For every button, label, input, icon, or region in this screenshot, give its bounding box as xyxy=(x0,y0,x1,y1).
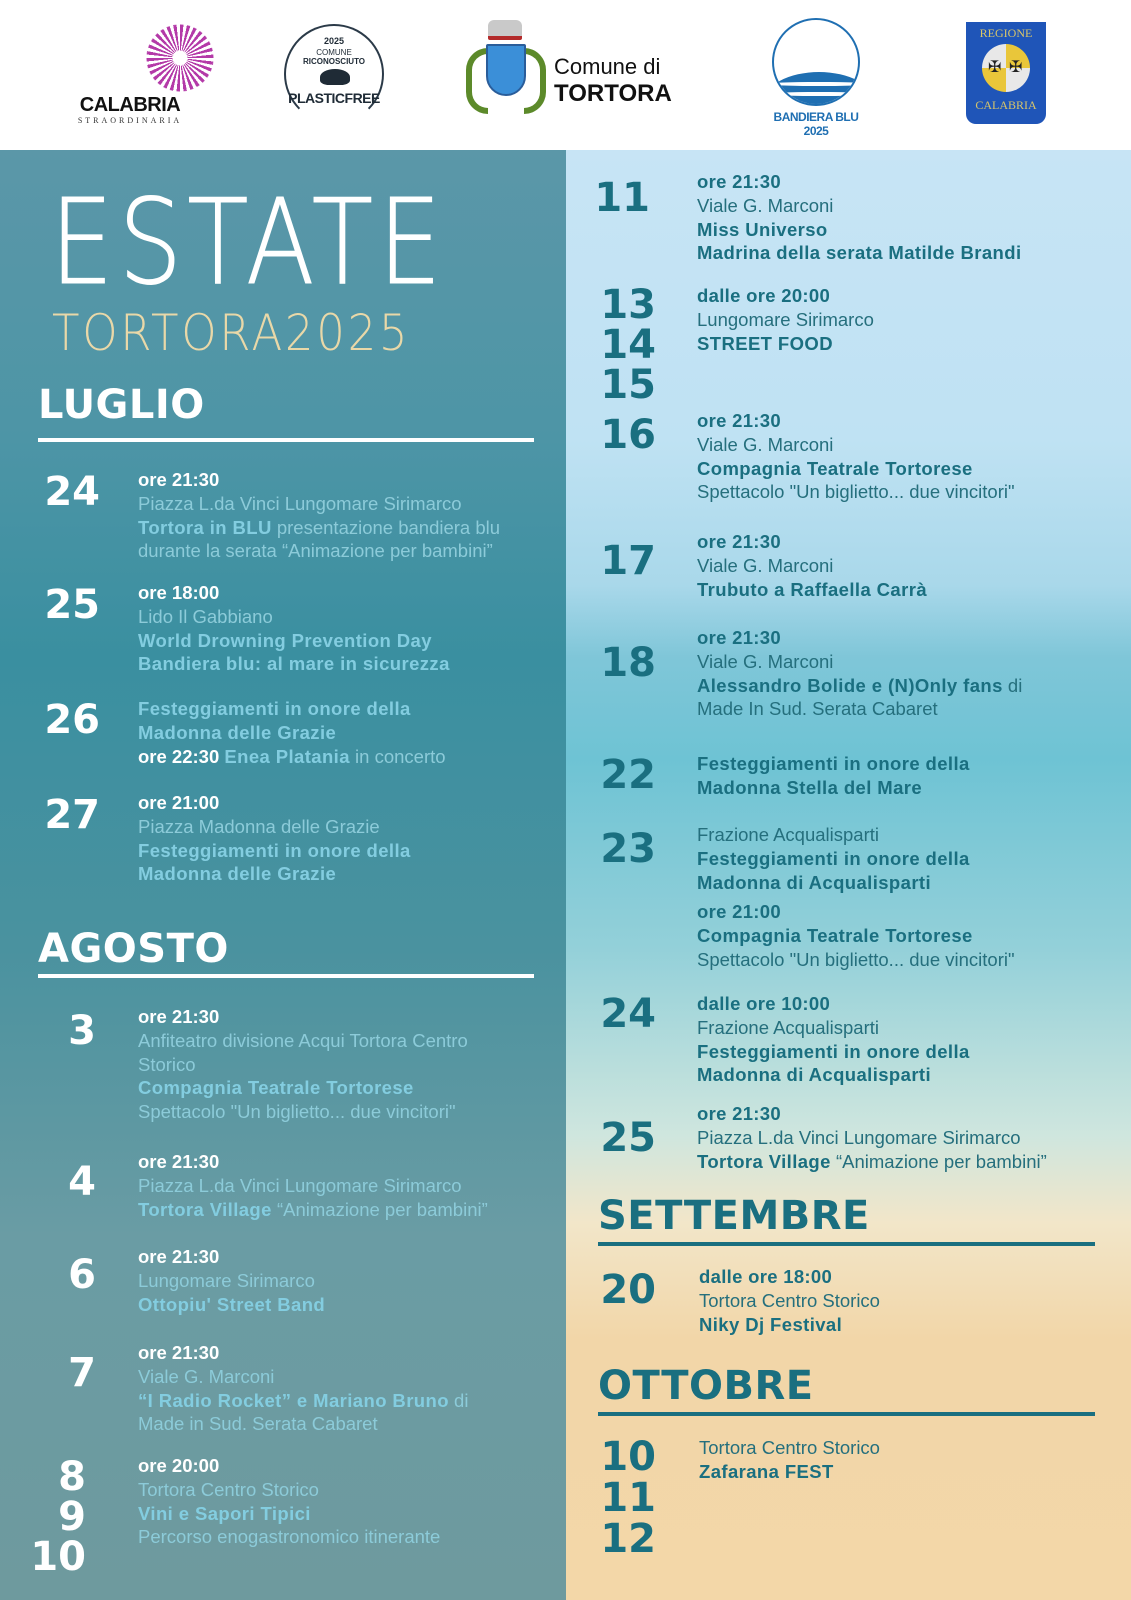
event-time: ore 21:30 xyxy=(138,1246,220,1267)
event-place: Frazione Acqualisparti xyxy=(697,824,880,845)
bandiera-blu-logo xyxy=(768,18,864,138)
crown-icon xyxy=(488,20,522,40)
event-title: Madrina della serata Matilde Brandi xyxy=(697,242,1022,264)
cross-icon: ✠ xyxy=(1009,59,1023,76)
page-title: ESTATE xyxy=(50,173,447,311)
event-title: Festeggiamenti in onore della xyxy=(697,847,970,869)
plasticfree-line2: RICONOSCIUTO xyxy=(302,57,366,66)
event-time: ore 21:30 xyxy=(697,410,781,431)
event-place: Tortora Centro Storico xyxy=(699,1289,880,1311)
event-description: Spettacolo "Un biglietto... due vincitori" xyxy=(697,481,1015,503)
sunburst-icon xyxy=(146,24,214,92)
event-day: 22 xyxy=(600,752,656,798)
event-place: Lungomare Sirimarco xyxy=(697,308,874,330)
event-day: 11 xyxy=(600,1475,656,1521)
event-time: ore 21:30 xyxy=(697,1103,781,1124)
regione-calabria-logo xyxy=(966,22,1046,124)
laurel-left-icon xyxy=(466,48,488,114)
event-place: Storico xyxy=(138,1053,196,1075)
event-day: 9 xyxy=(58,1494,86,1540)
month-divider xyxy=(38,438,534,442)
calabria-straordinaria-logo xyxy=(70,24,190,129)
month-heading-ottobre: OTTOBRE xyxy=(598,1363,814,1409)
event-time: dalle ore 18:00 xyxy=(699,1266,833,1287)
month-heading-agosto: AGOSTO xyxy=(38,926,229,972)
event-day: 25 xyxy=(600,1115,656,1161)
event-place: Tortora Centro Storico xyxy=(699,1437,880,1458)
month-heading-luglio: LUGLIO xyxy=(38,382,205,428)
event-description: Percorso enogastronomico itinerante xyxy=(138,1526,441,1548)
event-time: ore 21:30 xyxy=(697,531,781,552)
event-day: 24 xyxy=(44,469,100,515)
event-description: Made In Sud. Serata Cabaret xyxy=(697,698,938,720)
event-title: Vini e Sapori Tipici xyxy=(138,1502,311,1524)
event-title: Trubuto a Raffaella Carrà xyxy=(697,578,928,600)
event-day: 24 xyxy=(600,991,656,1037)
event-title: Festeggiamenti in onore della xyxy=(138,839,411,861)
event-day: 25 xyxy=(44,582,100,628)
event-time: dalle ore 10:00 xyxy=(697,993,831,1014)
month-divider xyxy=(38,974,534,978)
event-day: 4 xyxy=(68,1159,96,1205)
event-time: ore 21:30 xyxy=(697,627,781,648)
cross-icon: ✠ xyxy=(988,59,1002,76)
event-place: Lido Il Gabbiano xyxy=(138,605,273,627)
event-title: Tortora Village xyxy=(697,1150,831,1172)
event-title: Festeggiamenti in onore della xyxy=(697,753,970,774)
event-title: Tortora Village xyxy=(138,1198,272,1220)
event-day: 17 xyxy=(600,538,656,584)
comune-tortora-logo xyxy=(464,18,684,130)
event-title: Bandiera blu: al mare in sicurezza xyxy=(138,653,450,675)
event-time: ore 21:30 xyxy=(138,1151,220,1172)
event-title: Zafarana FEST xyxy=(699,1460,834,1482)
page-subtitle: TORTORA2025 xyxy=(52,304,411,362)
event-time: ore 18:00 xyxy=(138,582,220,603)
turtle-icon xyxy=(320,69,350,85)
plasticfree-year: 2025 xyxy=(323,36,345,46)
event-place: Lungomare Sirimarco xyxy=(138,1269,315,1291)
event-time: ore 22:30 xyxy=(138,745,220,767)
plasticfree-line1: COMUNE xyxy=(316,48,352,57)
event-title: STREET FOOD xyxy=(697,332,833,354)
event-place: Viale G. Marconi xyxy=(138,1365,275,1387)
event-time: ore 21:30 xyxy=(697,171,781,192)
event-place: Anfiteatro divisione Acqui Tortora Centro xyxy=(138,1029,468,1051)
event-place: Tortora Centro Storico xyxy=(138,1478,319,1500)
event-day: 3 xyxy=(68,1008,96,1054)
event-title: Madonna di Acqualisparti xyxy=(697,871,932,893)
event-day: 26 xyxy=(44,697,100,743)
regional-emblem-icon xyxy=(982,44,1030,92)
comune-label: Comune di xyxy=(554,54,661,79)
event-title: Madonna di Acqualisparti xyxy=(697,1064,932,1086)
plasticfree-name: PLASTICFREE xyxy=(288,90,380,106)
bandiera-blu-label: BANDIERA BLU 2025 xyxy=(773,110,859,138)
event-day: 6 xyxy=(68,1252,96,1298)
event-day: 27 xyxy=(44,792,100,838)
event-day: 7 xyxy=(68,1350,96,1396)
shield-icon xyxy=(486,44,526,96)
event-day: 18 xyxy=(600,640,656,686)
month-divider xyxy=(598,1242,1095,1246)
laurel-right-icon xyxy=(524,48,546,114)
event-place: Piazza L.da Vinci Lungomare Sirimarco xyxy=(697,1126,1021,1148)
event-title: Madonna Stella del Mare xyxy=(697,776,923,798)
event-title: Compagnia Teatrale Tortorese xyxy=(697,457,973,479)
event-day: 23 xyxy=(600,826,656,872)
event-place: Viale G. Marconi xyxy=(697,433,834,455)
event-time: ore 21:30 xyxy=(138,469,220,490)
event-description: Spettacolo "Un biglietto... due vincitori" xyxy=(138,1101,456,1123)
event-description: durante la serata “Animazione per bambini” xyxy=(138,540,493,562)
event-time: ore 21:30 xyxy=(138,1342,220,1363)
month-divider xyxy=(598,1412,1095,1416)
event-time: dalle ore 20:00 xyxy=(697,285,831,306)
event-title: Festeggiamenti in onore della xyxy=(138,698,411,719)
event-day: 10 xyxy=(600,1434,656,1480)
logo-header xyxy=(0,0,1131,150)
event-title: Madonna delle Grazie xyxy=(138,863,337,885)
event-place: Piazza Madonna delle Grazie xyxy=(138,815,380,837)
calabria-logo-subtitle: STRAORDINARIA xyxy=(77,116,183,125)
event-title: Compagnia Teatrale Tortorese xyxy=(697,925,973,947)
event-title: Ottopiu' Street Band xyxy=(138,1293,326,1315)
comune-name: TORTORA xyxy=(554,80,672,107)
event-place: Viale G. Marconi xyxy=(697,650,834,672)
event-title: World Drowning Prevention Day xyxy=(138,629,432,651)
event-title: “I Radio Rocket” e Mariano Bruno xyxy=(138,1389,449,1411)
event-day: 15 xyxy=(600,362,656,408)
event-day: 10 xyxy=(30,1534,86,1580)
event-title: Tortora in BLU xyxy=(138,516,272,538)
event-day: 12 xyxy=(600,1516,656,1562)
event-time: ore 21:00 xyxy=(697,901,781,923)
event-title: Alessandro Bolide e (N)Only fans xyxy=(697,674,1003,696)
event-place: Viale G. Marconi xyxy=(697,554,834,576)
event-day: 14 xyxy=(600,322,656,368)
event-place: Piazza L.da Vinci Lungomare Sirimarco xyxy=(138,1174,462,1196)
event-title: Miss Universo xyxy=(697,218,828,240)
month-heading-settembre: SETTEMBRE xyxy=(598,1193,870,1239)
regione-label: REGIONE xyxy=(979,26,1033,40)
event-description: Spettacolo "Un biglietto... due vincitori" xyxy=(697,948,1015,970)
calabria-label: CALABRIA xyxy=(975,98,1037,112)
event-day: 20 xyxy=(600,1267,656,1313)
event-place: Viale G. Marconi xyxy=(697,194,834,216)
event-day: 16 xyxy=(600,412,656,458)
event-place: Frazione Acqualisparti xyxy=(697,1016,880,1038)
event-time: ore 21:00 xyxy=(138,792,220,813)
coat-of-arms-icon xyxy=(464,18,548,130)
event-title: Festeggiamenti in onore della xyxy=(697,1040,970,1062)
event-day: 8 xyxy=(58,1454,86,1500)
event-title: Madonna delle Grazie xyxy=(138,721,337,743)
event-title: Niky Dj Festival xyxy=(699,1313,843,1335)
event-title: Compagnia Teatrale Tortorese xyxy=(138,1077,414,1099)
event-place: Piazza L.da Vinci Lungomare Sirimarco xyxy=(138,492,462,514)
event-time: ore 21:30 xyxy=(138,1006,220,1027)
event-performer: Enea Platania xyxy=(224,745,350,767)
event-description: Made in Sud. Serata Cabaret xyxy=(138,1413,378,1435)
wave-circle-icon xyxy=(772,18,860,106)
event-time: ore 20:00 xyxy=(138,1455,220,1476)
plasticfree-logo xyxy=(282,24,386,116)
calabria-logo-name: CALABRIA xyxy=(79,94,181,116)
event-day: 11 xyxy=(594,175,650,221)
event-day: 13 xyxy=(600,282,656,328)
